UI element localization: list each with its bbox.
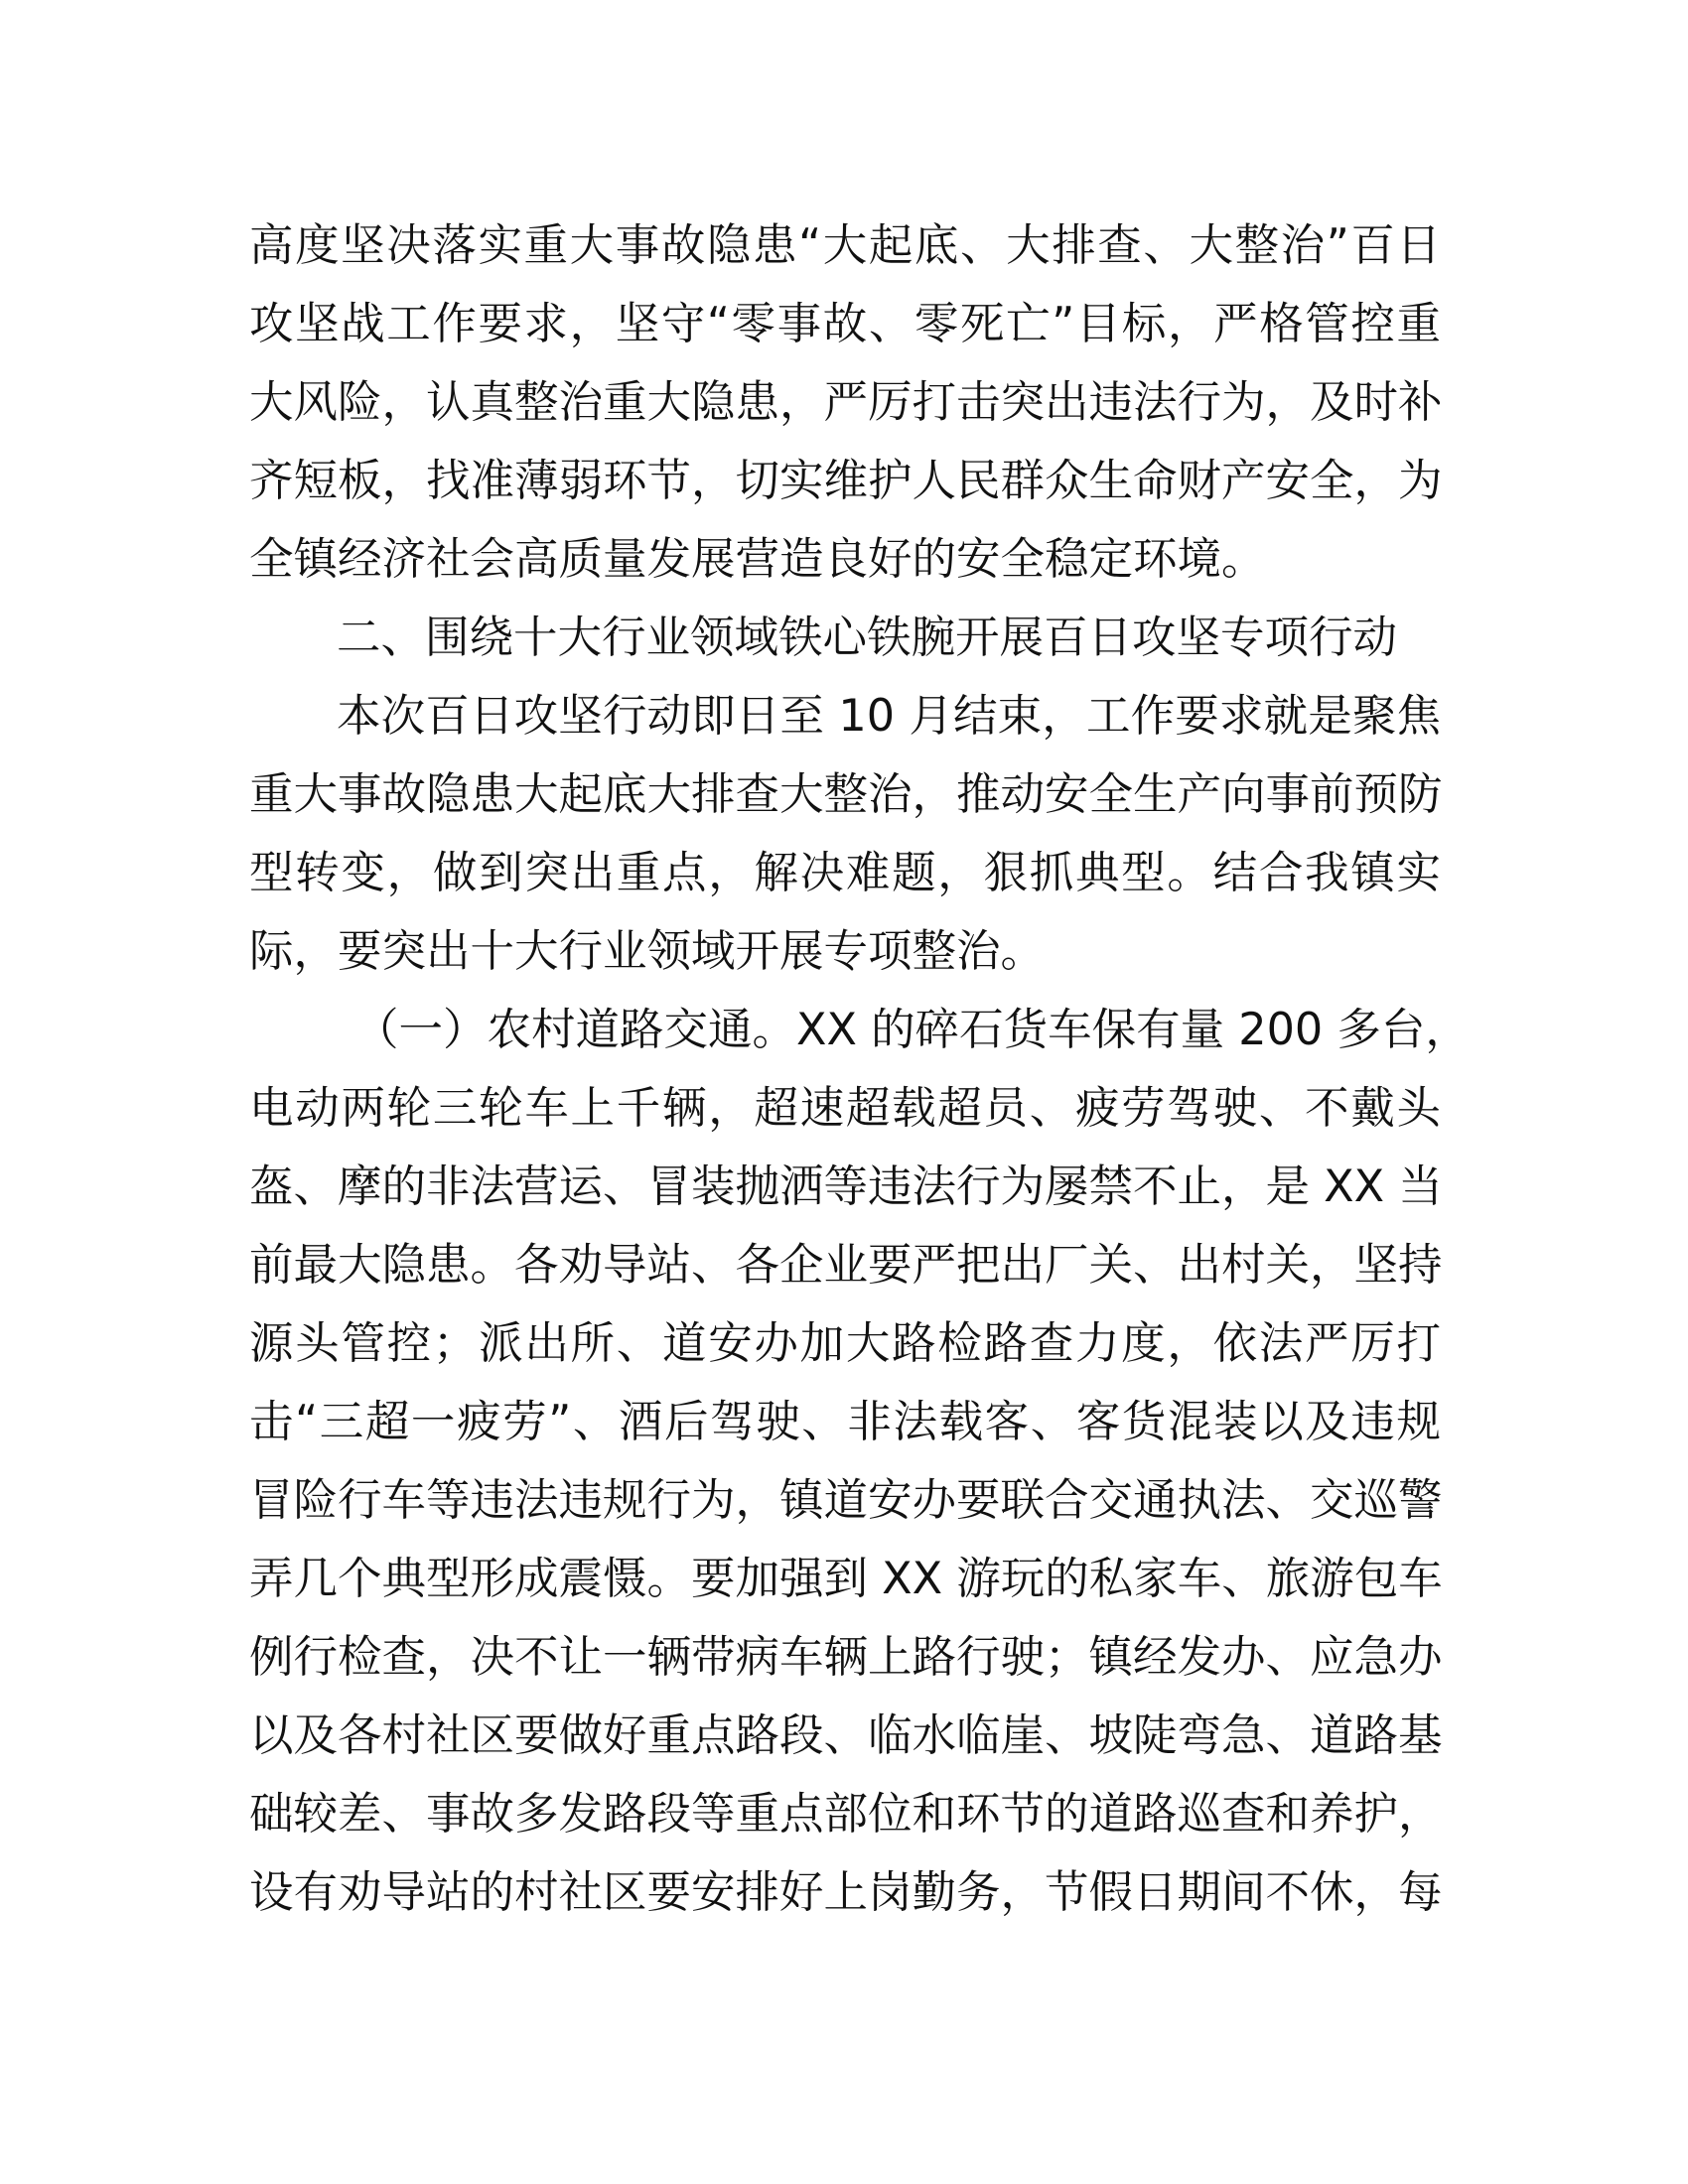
text-line: 攻坚战工作要求，坚守“零事故、零死亡”目标，严格管控重 — [249, 299, 1441, 349]
text-line: 盔、摩的非法营运、冒装抛洒等违法行为屡禁不止，是 XX 当 — [249, 1161, 1443, 1212]
text-line: （一）农村道路交通。XX 的碎石货车保有量 200 多台， — [354, 1005, 1470, 1055]
text-line: 齐短板，找准薄弱环节，切实维护人民群众生命财产安全，为 — [249, 456, 1443, 506]
text-line: 大风险，认真整治重大隐患，严厉打击突出违法行为，及时补 — [249, 377, 1443, 428]
text-line: 击“三超一疲劳”、酒后驾驶、非法载客、客货混装以及违规 — [249, 1397, 1441, 1447]
text-line: 型转变，做到突出重点，解决难题，狠抓典型。结合我镇实 — [249, 848, 1441, 898]
text-line: 本次百日攻坚行动即日至 10 月结束，工作要求就是聚焦 — [337, 691, 1441, 742]
text-line: 例行检查，决不让一辆带病车辆上路行驶；镇经发办、应急办 — [249, 1632, 1443, 1683]
paragraph-action-overview — [249, 677, 1441, 991]
text-line: 高度坚决落实重大事故隐患“大起底、大排查、大整治”百日 — [249, 220, 1441, 271]
paragraph-rural-road-traffic — [249, 991, 1470, 1932]
section-heading-text: 二、围绕十大行业领域铁心铁腕开展百日攻坚专项行动 — [337, 613, 1398, 663]
text-line: 础较差、事故多发路段等重点部位和环节的道路巡查和养护， — [249, 1789, 1443, 1840]
text-line: 以及各村社区要做好重点路段、临水临崖、坡陡弯急、道路基 — [249, 1710, 1443, 1761]
section-heading — [249, 599, 1441, 677]
text-line: 设有劝导站的村社区要安排好上岗勤务，节假日期间不休，每 — [249, 1867, 1443, 1918]
text-line: 全镇经济社会高质量发展营造良好的安全稳定环境。 — [249, 534, 1266, 585]
text-line: 冒险行车等违法违规行为，镇道安办要联合交通执法、交巡警 — [249, 1475, 1443, 1526]
text-line: 源头管控；派出所、道安办加大路检路查力度，依法严厉打 — [249, 1318, 1441, 1369]
text-line: 前最大隐患。各劝导站、各企业要严把出厂关、出村关，坚持 — [249, 1240, 1443, 1291]
text-line: 际，要突出十大行业领域开展专项整治。 — [249, 926, 1046, 977]
paragraph-goals — [249, 206, 1441, 599]
text-line: 电动两轮三轮车上千辆，超速超载超员、疲劳驾驶、不戴头 — [249, 1083, 1441, 1134]
text-line: 重大事故隐患大起底大排查大整治，推动安全生产向事前预防 — [249, 769, 1443, 820]
document-body — [249, 206, 1470, 1932]
text-line: 弄几个典型形成震慑。要加强到 XX 游玩的私家车、旅游包车 — [249, 1554, 1443, 1604]
